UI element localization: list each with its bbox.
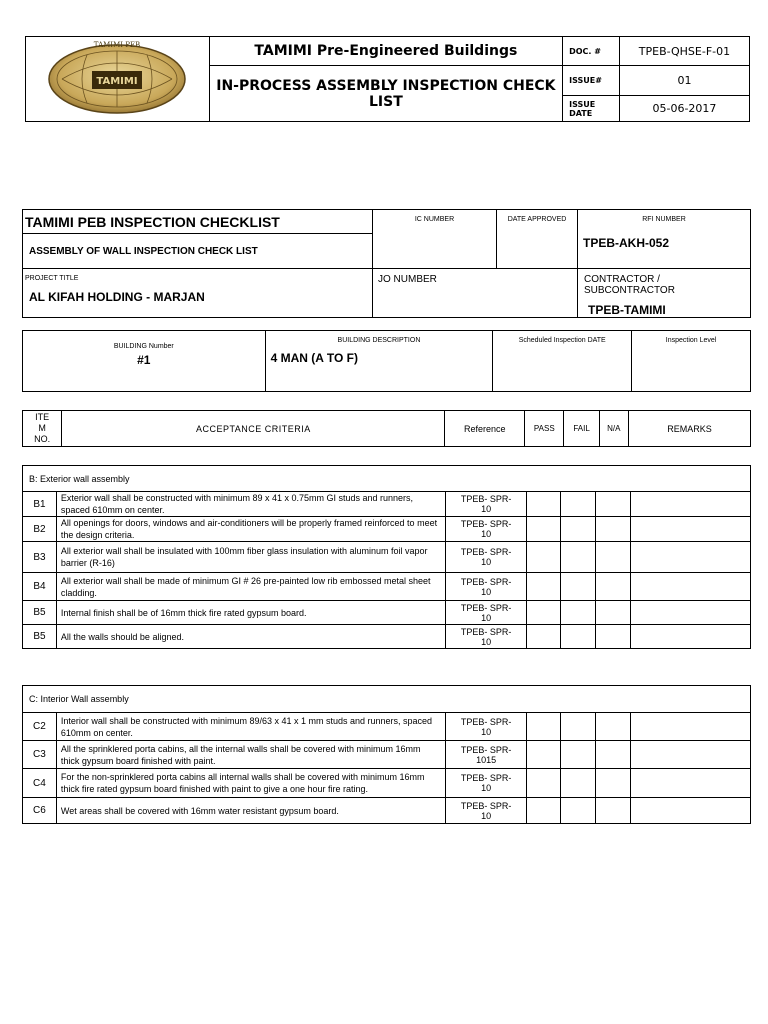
reference-value: TPEB- SPR- 10 bbox=[446, 713, 527, 741]
pass-cell[interactable] bbox=[527, 517, 561, 542]
na-cell[interactable] bbox=[595, 769, 630, 798]
ic-number-label: IC NUMBER bbox=[373, 210, 497, 269]
remarks-cell[interactable] bbox=[630, 573, 750, 601]
checklist-subtitle: ASSEMBLY OF WALL INSPECTION CHECK LIST bbox=[23, 234, 373, 269]
col-pass: PASS bbox=[525, 411, 564, 447]
table-row bbox=[23, 798, 751, 824]
remarks-cell[interactable] bbox=[630, 713, 751, 741]
remarks-cell[interactable] bbox=[630, 601, 750, 625]
na-cell[interactable] bbox=[595, 741, 630, 769]
table-row bbox=[23, 769, 751, 798]
criteria-text: For the non-sprinklered porta cabins all internal walls shall be covered with minimum 16mm thick fire rated gypsum board finished with paint to give a one hour fire rating. bbox=[56, 769, 445, 798]
remarks-cell[interactable] bbox=[630, 798, 751, 824]
table-row bbox=[23, 713, 751, 741]
criteria-text: All the sprinklered porta cabins, all the internal walls shall be covered with minimum 16mm thick gypsum board finished with paint. bbox=[56, 741, 445, 769]
fail-cell[interactable] bbox=[560, 492, 595, 517]
na-cell[interactable] bbox=[595, 542, 630, 573]
na-cell[interactable] bbox=[595, 517, 630, 542]
table-row bbox=[23, 625, 751, 649]
reference-value: TPEB- SPR- 1015 bbox=[446, 741, 527, 769]
pass-cell[interactable] bbox=[527, 601, 561, 625]
criteria-text: All openings for doors, windows and air-conditioners will be properly framed reinforced to meet the design criteria. bbox=[56, 517, 445, 542]
checklist-info-table bbox=[22, 209, 751, 318]
fail-cell[interactable] bbox=[560, 542, 595, 573]
reference-value: TPEB- SPR- 10 bbox=[446, 625, 527, 649]
reference-value: TPEB- SPR- 10 bbox=[446, 573, 527, 601]
na-cell[interactable] bbox=[595, 601, 630, 625]
criteria-text: All exterior wall shall be insulated with 100mm fiber glass insulation with aluminum foil vapor barrier (R-16) bbox=[56, 542, 445, 573]
company-logo-cell bbox=[26, 37, 210, 122]
issue-value: 01 bbox=[619, 66, 749, 96]
item-id: B5 bbox=[23, 625, 57, 649]
item-id: B4 bbox=[23, 573, 57, 601]
contractor-label: CONTRACTOR / SUBCONTRACTOR bbox=[584, 274, 675, 296]
item-id: C2 bbox=[23, 713, 57, 741]
col-reference: Reference bbox=[445, 411, 525, 447]
pass-cell[interactable] bbox=[527, 542, 561, 573]
item-id: B5 bbox=[23, 601, 57, 625]
rfi-number-cell bbox=[578, 210, 751, 269]
reference-value: TPEB- SPR- 10 bbox=[446, 798, 527, 824]
criteria-text: All exterior wall shall be made of minimum GI # 26 pre-painted low rib embossed metal sheet cladding. bbox=[56, 573, 445, 601]
item-id: B2 bbox=[23, 517, 57, 542]
jo-number-label: JO NUMBER bbox=[373, 269, 578, 318]
fail-cell[interactable] bbox=[560, 625, 595, 649]
tamimi-logo bbox=[42, 37, 192, 117]
issue-date-label: ISSUE DATE bbox=[563, 96, 620, 122]
pass-cell[interactable] bbox=[527, 573, 561, 601]
col-acceptance-criteria: ACCEPTANCE CRITERIA bbox=[62, 411, 445, 447]
table-row bbox=[23, 601, 751, 625]
doc-number-value: TPEB-QHSE-F-01 bbox=[619, 37, 749, 66]
reference-value: TPEB- SPR- 10 bbox=[446, 517, 527, 542]
date-approved-label: DATE APPROVED bbox=[497, 210, 578, 269]
table-row bbox=[23, 517, 751, 542]
criteria-text: Exterior wall shall be constructed with minimum 89 x 41 x 0.75mm GI studs and runners, spaced 610mm on center. bbox=[56, 492, 445, 517]
inspection-level-label: Inspection Level bbox=[632, 331, 751, 392]
doc-number-label: DOC. # bbox=[563, 37, 620, 66]
scheduled-date-label: Scheduled Inspection DATE bbox=[493, 331, 632, 392]
remarks-cell[interactable] bbox=[630, 492, 750, 517]
pass-cell[interactable] bbox=[527, 741, 561, 769]
fail-cell[interactable] bbox=[560, 601, 595, 625]
rfi-number-label: RFI NUMBER bbox=[642, 216, 686, 223]
reference-value: TPEB- SPR- 10 bbox=[446, 492, 527, 517]
table-row bbox=[23, 492, 751, 517]
pass-cell[interactable] bbox=[527, 492, 561, 517]
remarks-cell[interactable] bbox=[630, 542, 750, 573]
item-id: C3 bbox=[23, 741, 57, 769]
pass-cell[interactable] bbox=[527, 625, 561, 649]
criteria-header-table bbox=[22, 410, 751, 447]
na-cell[interactable] bbox=[595, 625, 630, 649]
criteria-text: All the walls should be aligned. bbox=[56, 625, 445, 649]
section-c-title: C: Interior Wall assembly bbox=[23, 686, 751, 713]
pass-cell[interactable] bbox=[527, 769, 561, 798]
fail-cell[interactable] bbox=[560, 741, 595, 769]
rfi-number-value: TPEB-AKH-052 bbox=[583, 236, 670, 250]
table-row bbox=[23, 573, 751, 601]
item-id: C4 bbox=[23, 769, 57, 798]
section-b-table bbox=[22, 465, 751, 649]
contractor-value: TPEB-TAMIMI bbox=[588, 303, 666, 317]
item-id: B3 bbox=[23, 542, 57, 573]
fail-cell[interactable] bbox=[560, 517, 595, 542]
logo-arc-text: TAMIMI PEB bbox=[94, 41, 141, 49]
issue-label: ISSUE# bbox=[563, 66, 620, 96]
na-cell[interactable] bbox=[595, 492, 630, 517]
building-number-label: BUILDING Number bbox=[113, 343, 174, 350]
pass-cell[interactable] bbox=[527, 798, 561, 824]
remarks-cell[interactable] bbox=[630, 625, 750, 649]
project-title-label: PROJECT TITLE bbox=[25, 275, 79, 282]
issue-date-value: 05-06-2017 bbox=[619, 96, 749, 122]
project-title-value: AL KIFAH HOLDING - MARJAN bbox=[29, 290, 205, 304]
fail-cell[interactable] bbox=[560, 713, 595, 741]
na-cell[interactable] bbox=[595, 798, 630, 824]
reference-value: TPEB- SPR- 10 bbox=[446, 769, 527, 798]
fail-cell[interactable] bbox=[560, 573, 595, 601]
building-description-label: BUILDING DESCRIPTION bbox=[337, 337, 421, 344]
company-name: TAMIMI Pre-Engineered Buildings bbox=[209, 37, 562, 66]
document-header bbox=[25, 36, 750, 122]
building-number-cell bbox=[23, 331, 266, 392]
section-b-title: B: Exterior wall assembly bbox=[23, 466, 751, 492]
table-row bbox=[23, 542, 751, 573]
building-info-table bbox=[22, 330, 751, 392]
form-title: IN-PROCESS ASSEMBLY INSPECTION CHECK LIST bbox=[209, 66, 562, 122]
col-remarks: REMARKS bbox=[628, 411, 750, 447]
col-item-no: ITE M NO. bbox=[23, 411, 62, 447]
item-id: C6 bbox=[23, 798, 57, 824]
section-c-table bbox=[22, 685, 751, 824]
building-number-value: #1 bbox=[137, 353, 151, 367]
building-description-cell bbox=[265, 331, 493, 392]
contractor-cell bbox=[578, 269, 751, 318]
reference-value: TPEB- SPR- 10 bbox=[446, 542, 527, 573]
reference-value: TPEB- SPR- 10 bbox=[446, 601, 527, 625]
project-title-cell bbox=[23, 269, 373, 318]
fail-cell[interactable] bbox=[560, 769, 595, 798]
remarks-cell[interactable] bbox=[630, 741, 751, 769]
logo-wordmark: TAMIMI bbox=[96, 76, 138, 87]
fail-cell[interactable] bbox=[560, 798, 595, 824]
na-cell[interactable] bbox=[595, 713, 630, 741]
criteria-text: Internal finish shall be of 16mm thick fire rated gypsum board. bbox=[56, 601, 445, 625]
remarks-cell[interactable] bbox=[630, 769, 751, 798]
na-cell[interactable] bbox=[595, 573, 630, 601]
col-na: N/A bbox=[599, 411, 628, 447]
building-description-value: 4 MAN (A TO F) bbox=[270, 351, 358, 365]
pass-cell[interactable] bbox=[527, 713, 561, 741]
checklist-title: TAMIMI PEB INSPECTION CHECKLIST bbox=[23, 210, 373, 234]
criteria-text: Interior wall shall be constructed with minimum 89/63 x 41 x 1 mm studs and runners, spaced 610mm on center. bbox=[56, 713, 445, 741]
item-id: B1 bbox=[23, 492, 57, 517]
remarks-cell[interactable] bbox=[630, 517, 750, 542]
table-row bbox=[23, 741, 751, 769]
col-fail: FAIL bbox=[564, 411, 599, 447]
criteria-text: Wet areas shall be covered with 16mm water resistant gypsum board. bbox=[56, 798, 445, 824]
